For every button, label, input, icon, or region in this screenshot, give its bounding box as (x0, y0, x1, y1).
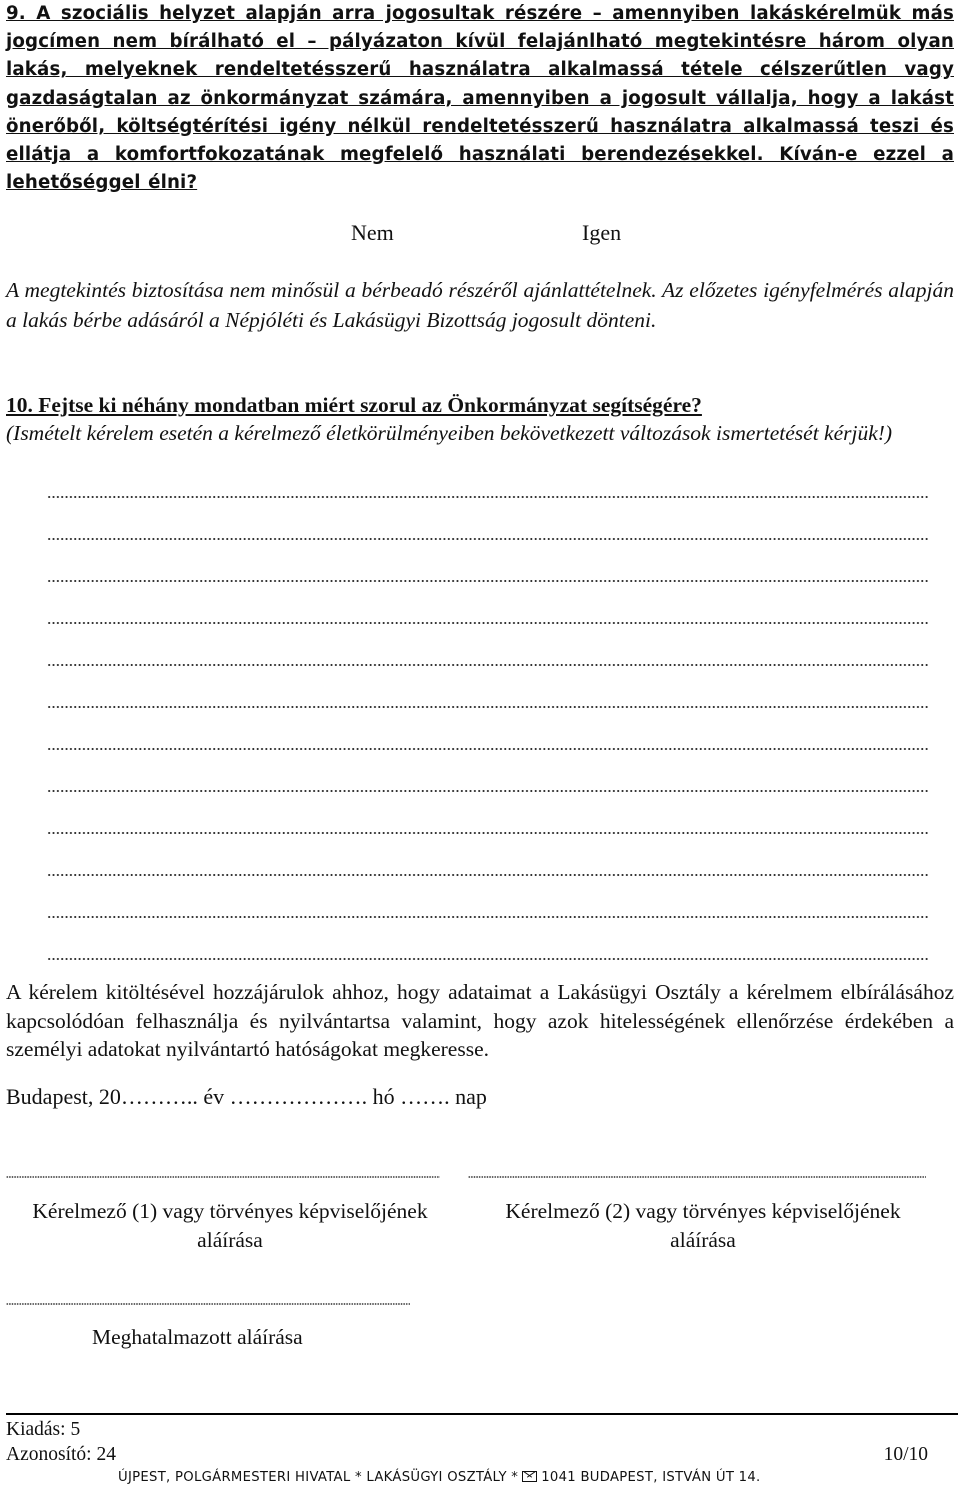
option-yes[interactable]: Igen (582, 220, 622, 245)
footer-address-street: 1041 BUDAPEST, ISTVÁN ÚT 14. (541, 1470, 761, 1485)
answer-line[interactable] (47, 538, 929, 540)
answer-line[interactable] (47, 706, 929, 708)
signature-line-applicant-1[interactable] (6, 1176, 440, 1178)
answer-line[interactable] (47, 496, 929, 498)
consent-statement: A kérelem kitöltésével hozzájárulok ahhoz, hogy adataimat a Lakásügyi Osztály a kérelmem elbírálásához kapcsolódóan felhasználja és nyilvántartsa valamint, hogy azok hitelességének ellenőrzése érdekében a személyi adatokat nyilvántartó hatóságokat megkeresse. (6, 980, 954, 1061)
signature-line-proxy[interactable] (6, 1303, 410, 1305)
question-10-title: 10. Fejtse ki néhány mondatban miért szorul az Önkormányzat segítségére? (6, 393, 702, 417)
answer-line[interactable] (47, 832, 929, 834)
envelope-icon (522, 1471, 537, 1482)
question-9-note: A megtekintés biztosítása nem minősül a bérbeadó részéről ajánlattételnek. Az előzetes igényfelmérés alapján a lakás bérbe adásáról a Népjóléti és Lakásügyi Bizottság jogosult dönteni. (6, 278, 954, 332)
answer-line[interactable] (47, 958, 929, 960)
page-number: 10/10 (883, 1444, 928, 1465)
signature-label-applicant-2: Kérelmező (2) vagy törvényes képviselőjének aláírása (505, 1199, 901, 1252)
footer-divider (6, 1413, 958, 1415)
answer-line[interactable] (47, 580, 929, 582)
answer-line[interactable] (47, 790, 929, 792)
answer-line[interactable] (47, 874, 929, 876)
footer-address (118, 1470, 761, 1485)
date-line[interactable]: Budapest, 20……….. év ………………. hó ……. nap (6, 1084, 487, 1109)
answer-line[interactable] (47, 916, 929, 918)
footer-edition: Kiadás: 5 (6, 1419, 81, 1440)
signature-line-applicant-2[interactable] (468, 1176, 926, 1178)
option-no[interactable]: Nem (351, 220, 394, 245)
answer-line[interactable] (47, 622, 929, 624)
signature-label-applicant-1: Kérelmező (1) vagy törvényes képviselőjének aláírása (32, 1199, 428, 1252)
footer-identifier: Azonosító: 24 (6, 1444, 116, 1465)
answer-line[interactable] (47, 748, 929, 750)
signature-label-proxy: Meghatalmazott aláírása (92, 1325, 303, 1349)
question-9-text: 9. A szociális helyzet alapján arra jogosultak részére – amennyiben lakáskérelmük más jogcímen nem bírálható el – pályázaton kívül felajánlható megtekintésre három olyan lakás, melyeknek rendeltetésszerű használatra alkalmassá tétele célszerűtlen vagy gazdaságtalan az önkormányzat számára, amennyiben a jogosult vállalja, hogy a lakást önerőből, költségtérítési igény nélkül rendeltetésszerű használatra alkalmassá teszi és ellátja a komfortfokozatának megfelelő használati berendezésekkel. Kíván-e ezzel a lehetőséggel élni? (6, 3, 954, 194)
answer-line[interactable] (47, 664, 929, 666)
question-10-subtitle: (Ismételt kérelem esetén a kérelmező életkörülményeiben bekövetkezett változások ismertetését kérjük!) (6, 421, 893, 445)
footer-address-office: ÚJPEST, POLGÁRMESTERI HIVATAL * LAKÁSÜGYI OSZTÁLY * (118, 1470, 519, 1485)
